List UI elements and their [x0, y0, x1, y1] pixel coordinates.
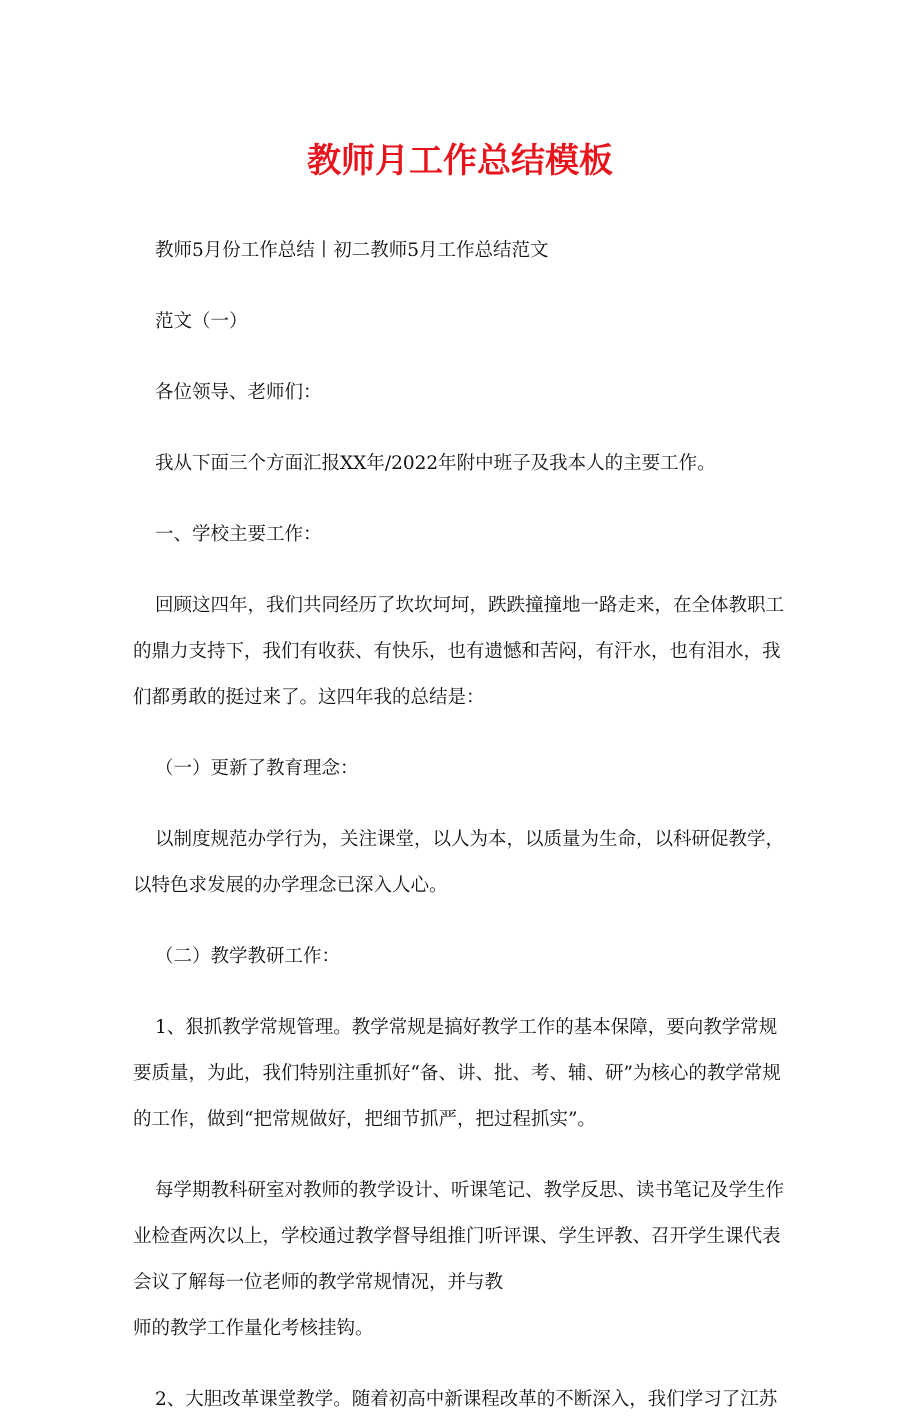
heading-teaching-research: （二）教学教研工作： [155, 946, 341, 967]
paragraph-inspection: 每学期教科研室对教师的教学设计、听课笔记、教学反思、读书笔记及学生作业检查两次以上，学校通过教学督导组推门听评课、学生评教、召开学生课代表会议了解每一位老师的教学常规情况，并与教 [133, 1180, 785, 1293]
heading-education-concept: （一）更新了教育理念： [155, 758, 359, 779]
paragraph-sample-label: 范文（一） [155, 311, 248, 332]
paragraph-routine-management: 1、狠抓教学常规管理。教学常规是搞好教学工作的基本保障，要向教学常规要质量，为此，我们特别注重抓好“备、讲、批、考、辅、研”为核心的教学常规的工作，做到“把常规做好，把细节抓严，把过程抓实”。 [133, 1017, 781, 1130]
paragraph-review: 回顾这四年，我们共同经历了坎坎坷坷，跌跌撞撞地一路走来，在全体教职工的鼎力支持下，我们有收获、有快乐，也有遗憾和苦闷，有汗水，也有泪水，我们都勇敢的挺过来了。这四年我的总结是： [133, 595, 785, 708]
document-body [133, 228, 793, 1423]
paragraph-inspection-continued: 师的教学工作量化考核挂钩。 [133, 1318, 374, 1339]
heading-school-work: 一、学校主要工作： [155, 524, 322, 545]
document-title: 教师月工作总结模板 [307, 141, 613, 181]
paragraph-classroom-reform: 2、大胆改革课堂教学。随着初高中新课程改革的不断深入，我们学习了江苏 [155, 1389, 778, 1410]
paragraph-greeting: 各位领导、老师们： [155, 382, 322, 403]
paragraph-intro: 我从下面三个方面汇报XX年/2022年附中班子及我本人的主要工作。 [155, 453, 716, 474]
paragraph-concept: 以制度规范办学行为，关注课堂，以人为本，以质量为生命，以科研促教学，以特色求发展的办学理念已深入人心。 [133, 829, 785, 896]
paragraph-subtitle: 教师5月份工作总结丨初二教师5月工作总结范文 [155, 240, 549, 261]
